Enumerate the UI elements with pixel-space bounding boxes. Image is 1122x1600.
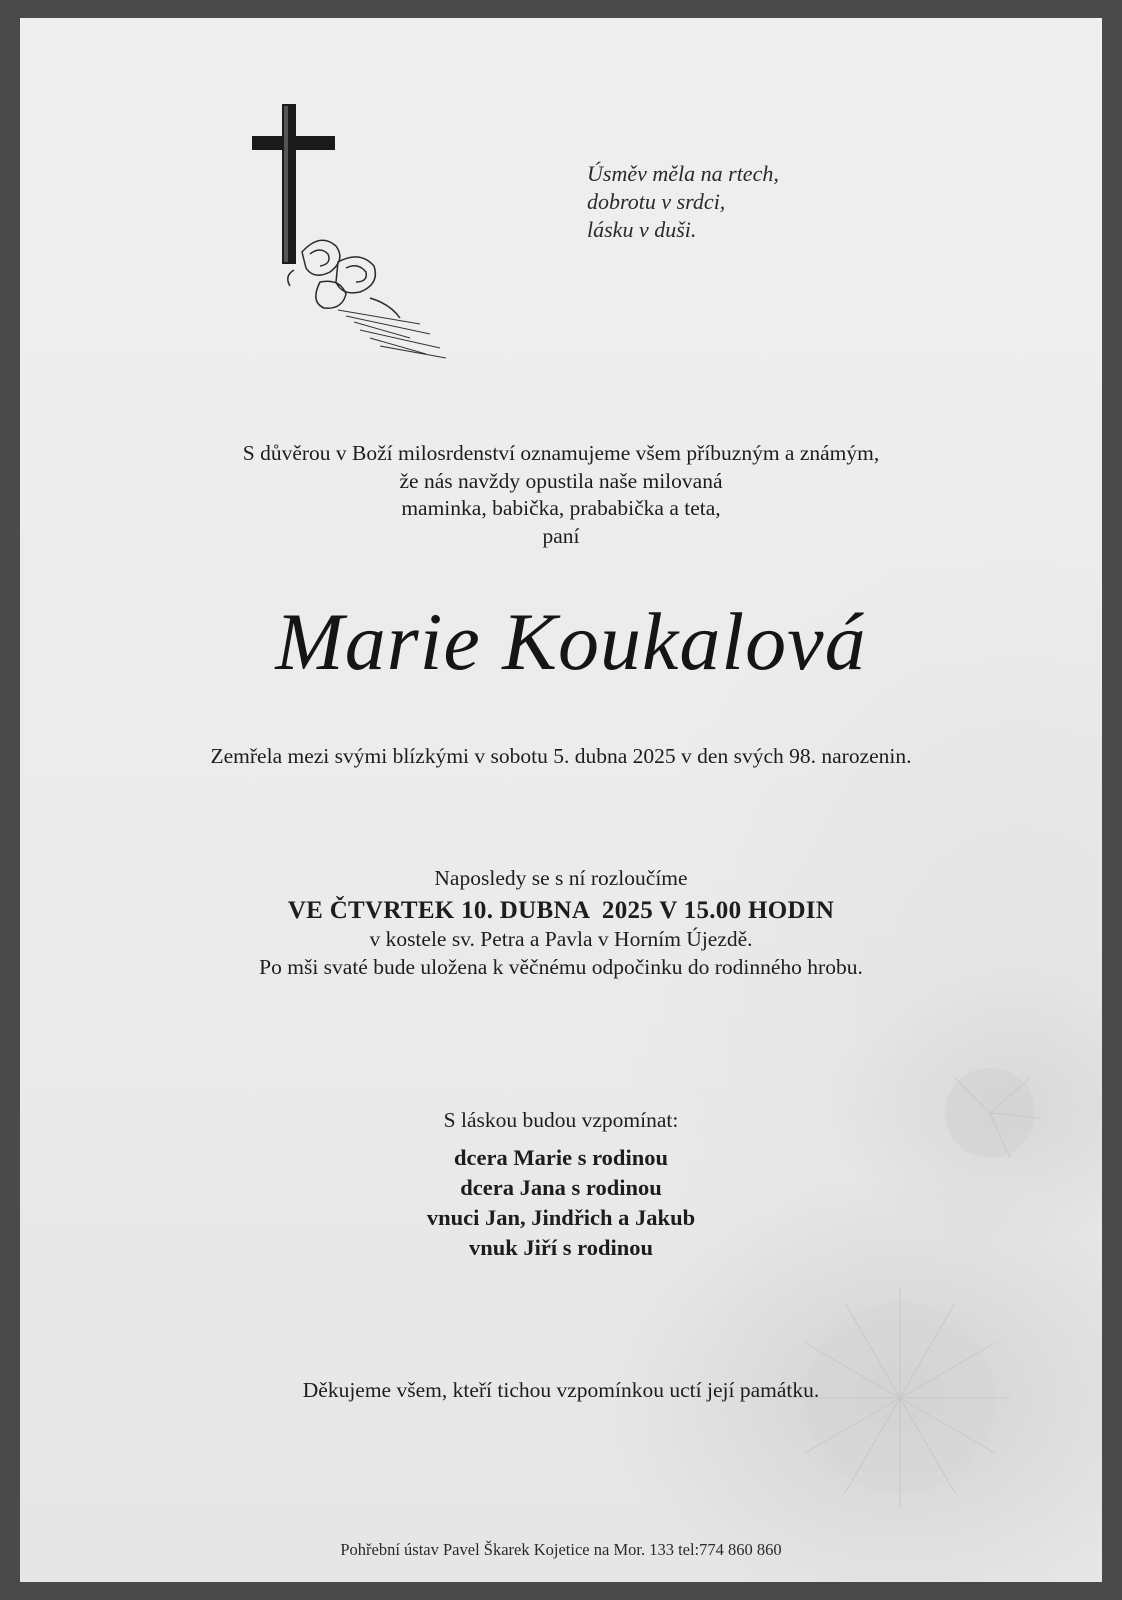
motto-verse xyxy=(587,160,779,244)
thanks-note: Děkujeme všem, kteří tichou vzpomínkou uctí její památku. xyxy=(302,1378,820,1402)
farewell-lead: Naposledy se s ní rozloučíme xyxy=(434,866,688,890)
intro-line: že nás navždy opustila naše milovaná xyxy=(399,468,723,493)
mourners-lead: S láskou budou vzpomínat: xyxy=(443,1108,679,1132)
announcement-intro xyxy=(20,440,1102,550)
dandelion-background-illustration xyxy=(700,1018,1102,1578)
obituary-sheet xyxy=(20,18,1102,1582)
farewell-details xyxy=(20,926,1102,981)
mourner-item: vnuk Jiří s rodinou xyxy=(468,1235,654,1260)
motto-line: lásku v duši. xyxy=(587,217,697,242)
motto-line: dobrotu v srdci, xyxy=(587,189,726,214)
mourner-item: dcera Jana s rodinou xyxy=(460,1175,662,1200)
farewell-burial: Po mši svaté bude uložena k věčnému odpočinku do rodinného hrobu. xyxy=(259,954,863,979)
intro-line: paní xyxy=(542,523,580,548)
deceased-name: Marie Koukalová xyxy=(275,596,867,687)
farewell-datetime: VE ČTVRTEK 10. DUBNA 2025 V 15.00 HODIN xyxy=(287,897,835,924)
funeral-home-footer: Pohřební ústav Pavel Škarek Kojetice na Mor. 133 tel:774 860 860 xyxy=(340,1540,782,1559)
mourner-item: vnuci Jan, Jindřich a Jakub xyxy=(426,1205,696,1230)
intro-line: S důvěrou v Boží milosrdenství oznamujeme všem příbuzným a známým, xyxy=(242,441,880,465)
motto-line: Úsměv měla na rtech, xyxy=(587,161,779,186)
farewell-place: v kostele sv. Petra a Pavla v Horním Újezdě. xyxy=(369,927,753,951)
cross-with-roses-icon xyxy=(250,102,450,362)
death-notice: Zemřela mezi svými blízkými v sobotu 5. dubna 2025 v den svých 98. narozenin. xyxy=(210,744,912,768)
mourners-list xyxy=(20,1143,1102,1263)
intro-line: maminka, babička, prababička a teta, xyxy=(401,496,721,520)
mourner-item: dcera Marie s rodinou xyxy=(454,1145,668,1170)
